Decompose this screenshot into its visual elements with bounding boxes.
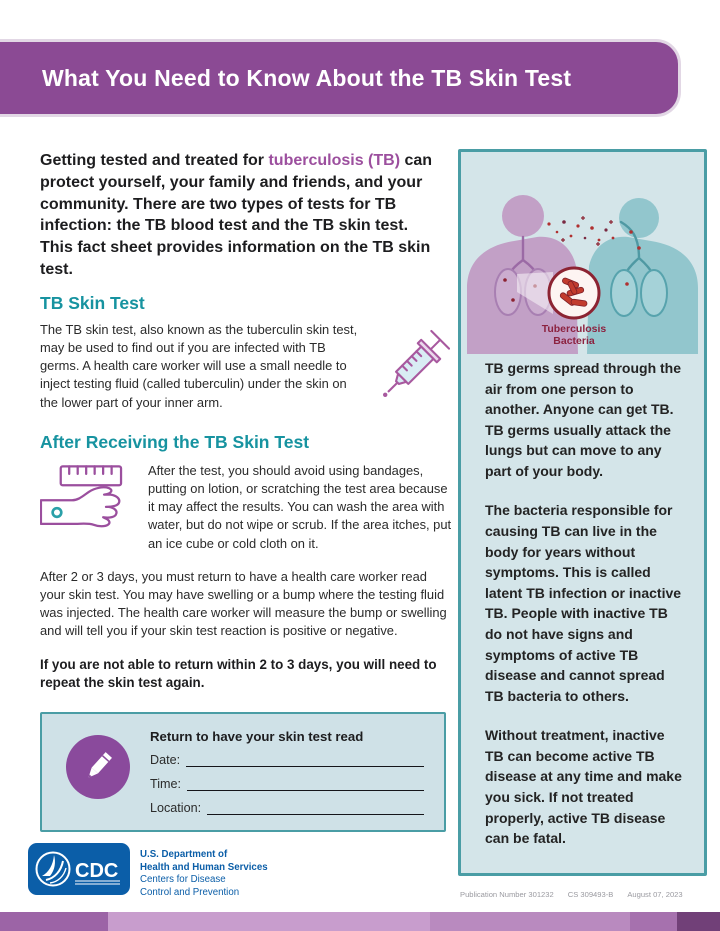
strip-segment [630,912,677,931]
return-reminder-box [40,712,446,832]
agency-name [140,849,268,899]
location-field [150,801,424,815]
strip-segment [108,912,430,931]
hand-ruler-icon [40,460,138,555]
page-title: What You Need to Know About the TB Skin Test [42,64,572,91]
sidebar [458,149,707,876]
date-blank-line [186,753,424,767]
return-box-heading: Return to have your skin test read [150,728,364,744]
cdc-logo [28,843,130,900]
main-content [40,150,452,832]
time-field [150,777,424,791]
time-label: Time: [150,776,182,791]
tb-transmission-illustration [461,152,704,354]
publication-date: August 07, 2023 [627,890,683,899]
strip-segment [677,912,720,931]
intro-paragraph [40,150,442,281]
title-banner [0,42,678,114]
time-blank-line [187,777,424,791]
tb-skin-test-row [40,321,452,422]
publication-number: Publication Number 301232 [460,890,554,899]
publication-info [460,890,683,899]
bacteria-caption-line1: Tuberculosis [541,323,607,335]
publication-cs-code: CS 309493-B [567,890,614,899]
location-blank-line [207,801,424,815]
care-instructions: After the test, you should avoid using bandages, putting on lotion, or scratching the test area because it may affect the results. You can wash the area with water, but do not wipe or scrub. If the area itches, put an ice cube or cold cloth on it. [148,462,452,551]
warning-text: If you are not able to return within 2 to 3 days, you will need to repeat the skin test again. [40,656,437,691]
syringe-icon [372,321,450,422]
section-heading-after-test: After Receiving the TB Skin Test [40,431,310,452]
cdc-logo-text: CDC [75,860,119,882]
date-label: Date: [150,752,181,767]
agency-line: U.S. Department of [140,849,228,860]
section-heading-tb-skin-test: TB Skin Test [40,292,145,313]
agency-line: Centers for Disease [140,874,226,886]
return-box-fields [150,727,424,817]
return-instructions: After 2 or 3 days, you must return to have a health care worker read your skin test. You may have swelling or a bump where the testing fluid was injected. The health care worker will measure the bump or swelling and will tell you if your skin test reaction is positive or negative. [40,568,447,639]
strip-segment [0,912,108,931]
tb-skin-test-body: The TB skin test, also known as the tuberculin skin test, may be used to find out if you are infected with TB germs. A health care worker will use a small needle to inject testing fluid (called tuberculin) under the skin on the lower part of your inner arm. [40,321,358,410]
agency-line: Control and Prevention [140,886,240,898]
date-field [150,753,424,767]
location-label: Location: [150,800,202,815]
bottom-decorative-strip [0,912,720,931]
sidebar-paragraph-spread: TB germs spread through the air from one person to another. Anyone can get TB. TB germs usually attack the lungs but can move to any part of your body. [485,360,682,479]
agency-line: Health and Human Services [140,861,268,873]
sidebar-paragraph-latent: The bacteria responsible for causing TB can live in the body for years without symptoms. This is called latent TB infection or inactive TB. People with inactive TB do not have signs and symptoms of active TB disease and cannot spread TB bacteria to others. [485,502,682,704]
bacteria-closeup [549,268,599,318]
pencil-icon [66,735,130,799]
after-test-row [40,460,452,555]
intro-text-before: Getting tested and treated for [40,152,269,169]
tuberculosis-link[interactable]: tuberculosis (TB) [268,152,401,169]
bacteria-caption-line2: Bacteria [553,335,595,347]
intro-text-after: can protect yourself, your family and friends, and your community. There are two types of tests for TB infection: the TB blood test and the TB skin test. This fact sheet provides information on the TB skin test. [40,152,433,278]
strip-segment [430,912,630,931]
sidebar-paragraph-untreated: Without treatment, inactive TB can become active TB disease at any time and make you sick. If not treated properly, active TB disease can be fatal. [485,727,682,847]
